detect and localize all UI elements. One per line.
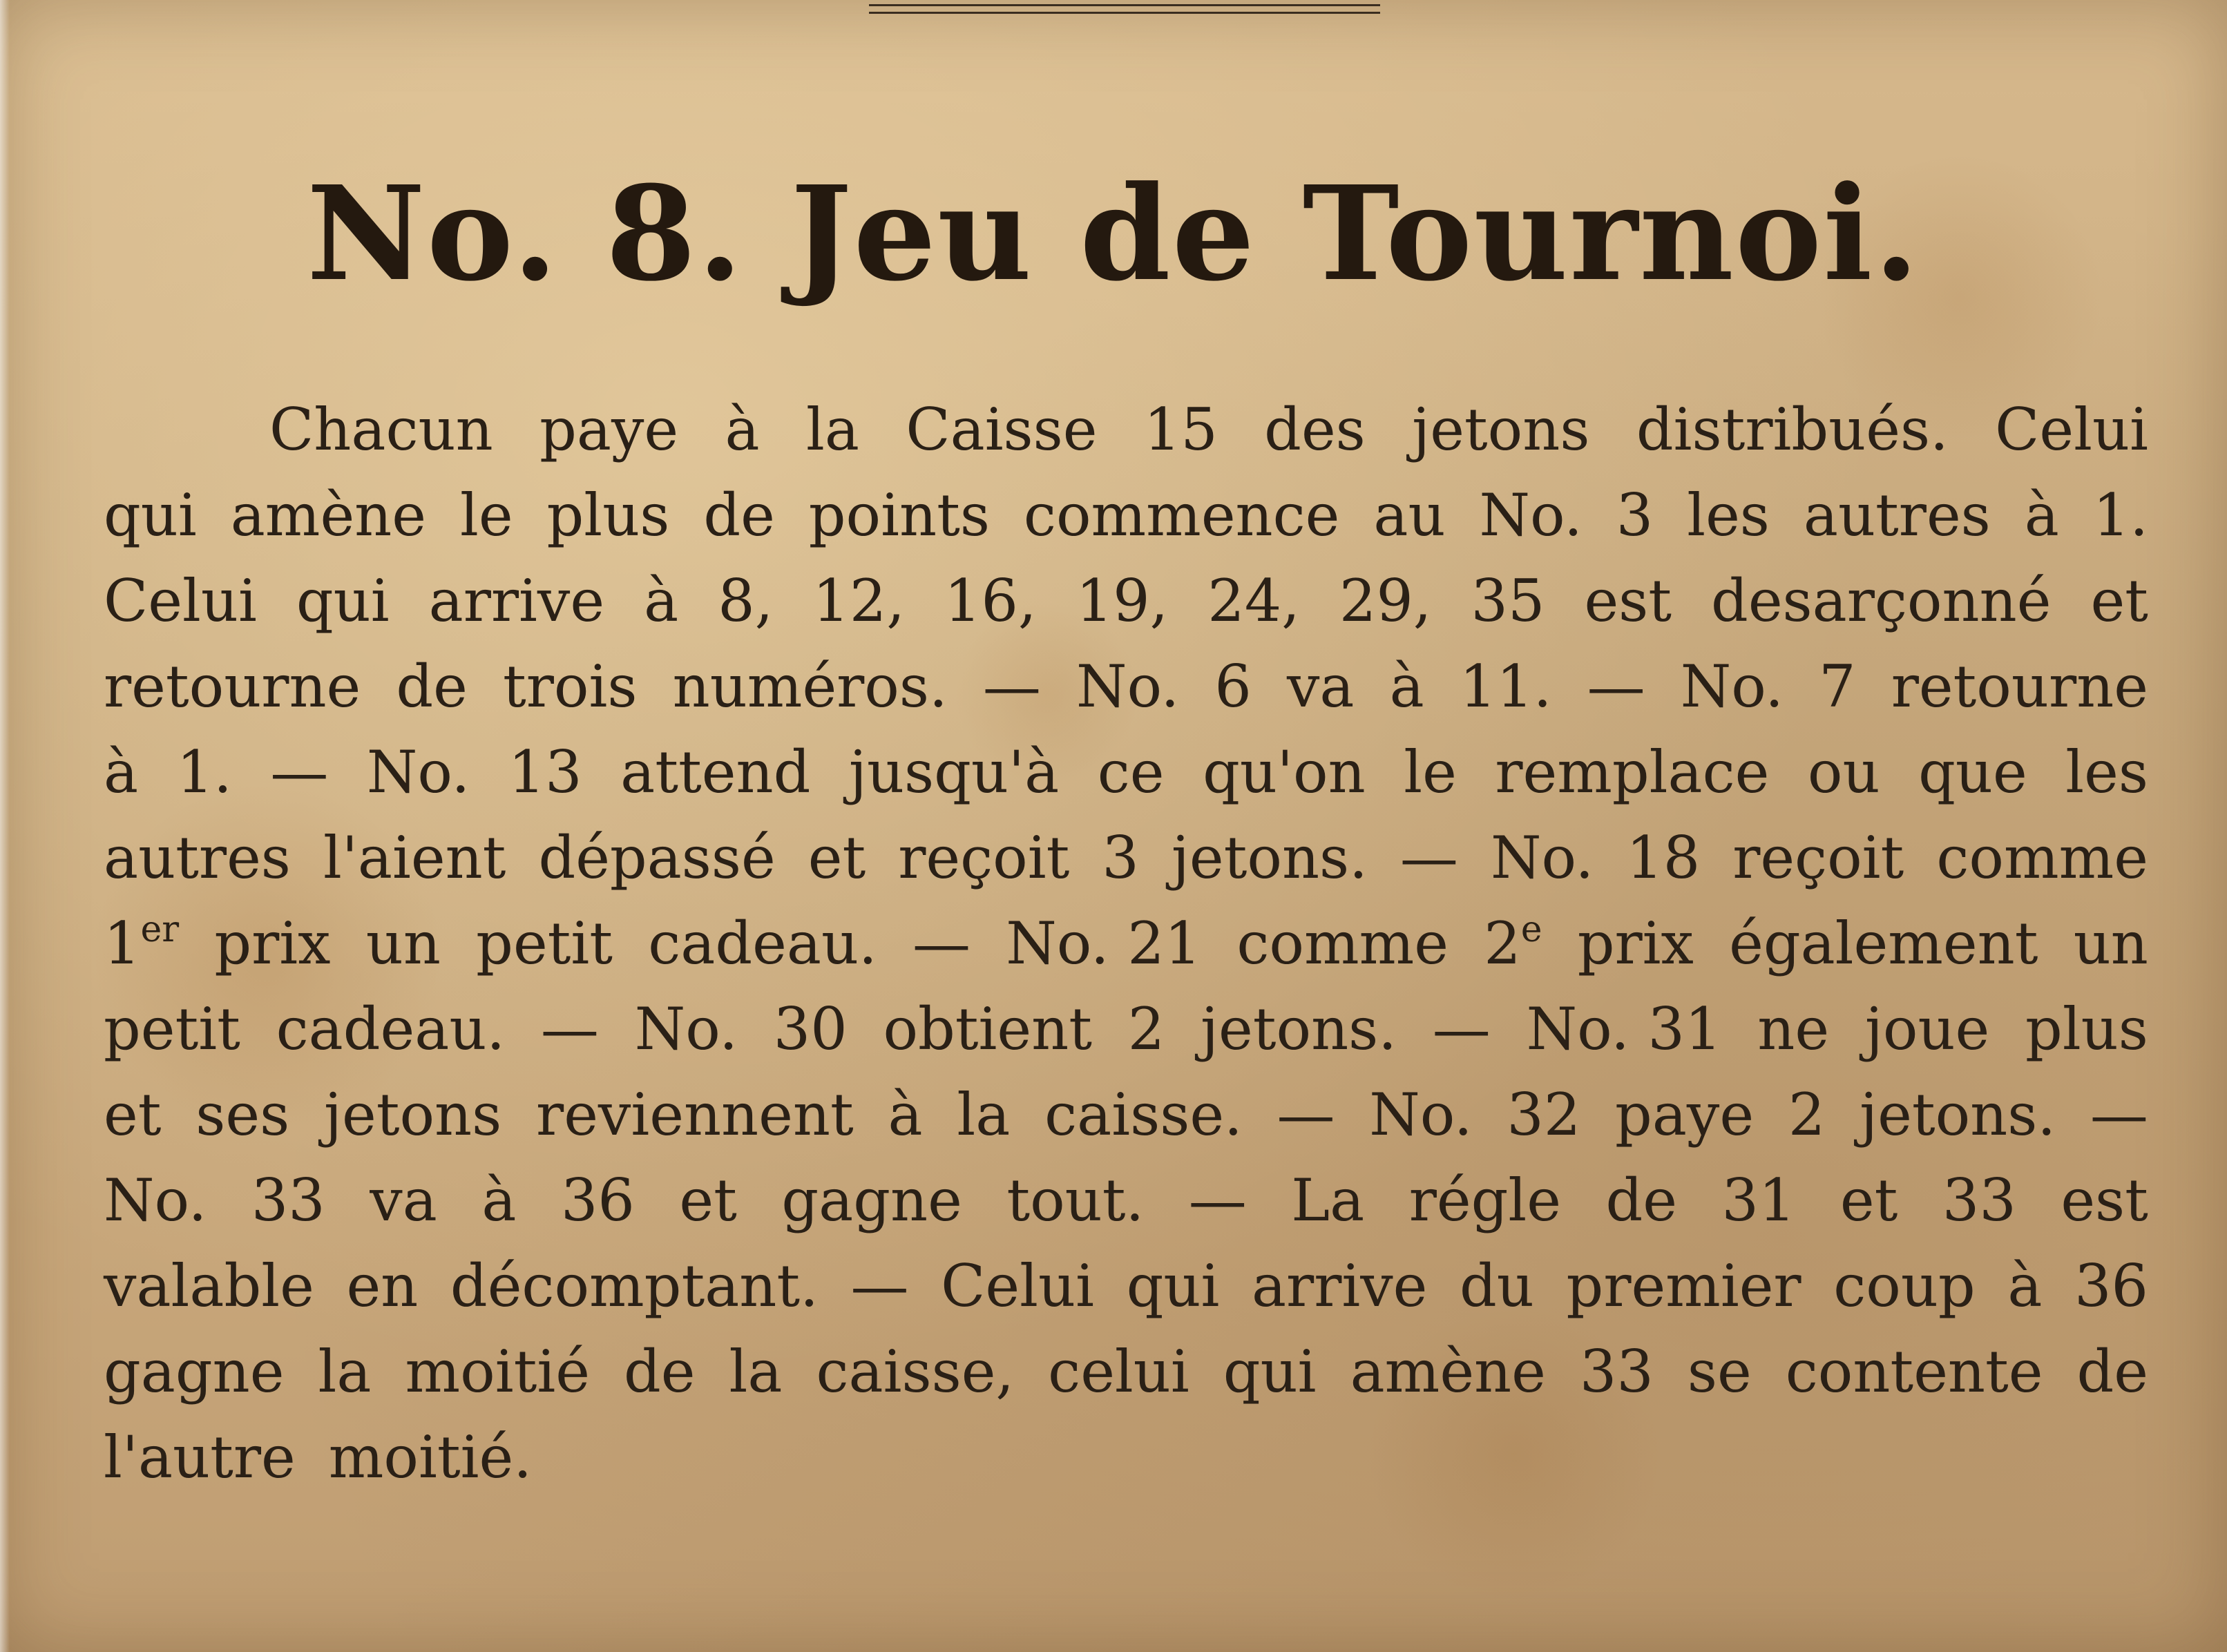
text-line bbox=[104, 1072, 2148, 1158]
word: qui bbox=[1223, 1338, 1317, 1405]
word: reviennent bbox=[536, 1081, 854, 1149]
word: du bbox=[1460, 1252, 1534, 1320]
word: La bbox=[1291, 1166, 1365, 1234]
word: desarçonné bbox=[1711, 567, 2052, 635]
word: régle bbox=[1408, 1166, 1561, 1234]
word: 24, bbox=[1207, 567, 1300, 635]
word: valable bbox=[104, 1252, 314, 1320]
word: la bbox=[318, 1338, 372, 1405]
word: de bbox=[623, 1338, 696, 1405]
word: — bbox=[1277, 1081, 1335, 1149]
word: 33 bbox=[1579, 1338, 1654, 1405]
word: décomptant. bbox=[450, 1252, 819, 1320]
word: cadeau. bbox=[276, 995, 506, 1063]
word: 29, bbox=[1339, 567, 1432, 635]
word: Chacun bbox=[269, 396, 493, 463]
word: est bbox=[2061, 1166, 2148, 1234]
word: jetons. bbox=[1171, 824, 1368, 892]
word: No. 31 bbox=[1526, 995, 1722, 1063]
word: caisse. bbox=[1044, 1081, 1243, 1149]
word: No. bbox=[1680, 653, 1784, 720]
word: commence bbox=[1023, 481, 1340, 549]
word: 33 bbox=[251, 1166, 325, 1234]
word: autres bbox=[1803, 481, 1991, 549]
word: 13 bbox=[508, 738, 582, 806]
word: 33 bbox=[1942, 1166, 2016, 1234]
word: qui bbox=[1126, 1252, 1220, 1320]
word: de bbox=[396, 653, 468, 720]
word: — bbox=[1188, 1166, 1247, 1234]
word: 31 bbox=[1721, 1166, 1796, 1234]
word: à bbox=[1389, 653, 1424, 720]
word: 32 bbox=[1507, 1081, 1581, 1149]
card-title: No. 8. Jeu de Tournoi. bbox=[306, 157, 1921, 310]
word: prix bbox=[214, 910, 331, 977]
word: No. bbox=[634, 995, 738, 1063]
word: 15 bbox=[1143, 396, 1218, 463]
word: va bbox=[1286, 653, 1355, 720]
word: gagne bbox=[104, 1338, 285, 1405]
word: celui bbox=[1048, 1338, 1189, 1405]
word: en bbox=[346, 1252, 419, 1320]
word: comme bbox=[1936, 824, 2148, 892]
text-line bbox=[104, 644, 2148, 729]
word: et bbox=[1839, 1166, 1898, 1234]
word: obtient bbox=[883, 995, 1092, 1063]
word: l'autre bbox=[104, 1423, 296, 1491]
word: le bbox=[459, 481, 513, 549]
word: la bbox=[729, 1338, 783, 1405]
word: trois bbox=[503, 653, 638, 720]
word: petit bbox=[104, 995, 240, 1063]
word: au bbox=[1373, 481, 1446, 549]
word: 3 bbox=[1616, 481, 1654, 549]
word: se bbox=[1687, 1338, 1752, 1405]
word: tout. bbox=[1006, 1166, 1145, 1234]
word: qui bbox=[296, 567, 390, 635]
word: et bbox=[104, 1081, 162, 1149]
word: reçoit bbox=[1732, 824, 1904, 892]
word: remplace bbox=[1495, 738, 1770, 806]
word: à bbox=[2024, 481, 2059, 549]
word: jetons bbox=[323, 1081, 502, 1149]
word: 18 bbox=[1626, 824, 1701, 892]
word: jusqu'à bbox=[848, 738, 1060, 806]
word: des bbox=[1264, 396, 1366, 463]
word: amène bbox=[1350, 1338, 1546, 1405]
word: plus bbox=[546, 481, 670, 549]
word: arrive bbox=[428, 567, 605, 635]
rules-paragraph bbox=[104, 387, 2148, 1500]
word: No. bbox=[1490, 824, 1594, 892]
word: à bbox=[481, 1166, 517, 1234]
word: 6 bbox=[1214, 653, 1252, 720]
word: No. 21 bbox=[1006, 910, 1202, 977]
word: jetons. bbox=[1860, 1081, 2056, 1149]
word: plus bbox=[2025, 995, 2148, 1063]
text-line bbox=[104, 558, 2148, 644]
ordinal-suffix: e bbox=[1520, 909, 1542, 950]
word: va bbox=[370, 1166, 437, 1234]
word: distribués. bbox=[1636, 396, 1949, 463]
word: à bbox=[104, 738, 139, 806]
word: retourne bbox=[1891, 653, 2148, 720]
word: 7 bbox=[1819, 653, 1856, 720]
word: 36 bbox=[560, 1166, 635, 1234]
word: retourne bbox=[104, 653, 361, 720]
word: Celui bbox=[104, 567, 257, 635]
word: — bbox=[1432, 995, 1491, 1063]
word: contente bbox=[1785, 1338, 2043, 1405]
text-line bbox=[104, 472, 2148, 558]
word: — bbox=[850, 1252, 909, 1320]
word: 35 bbox=[1471, 567, 1545, 635]
word: jetons bbox=[1412, 396, 1590, 463]
word: de bbox=[1605, 1166, 1677, 1234]
word: ce bbox=[1097, 738, 1165, 806]
word: reçoit bbox=[898, 824, 1070, 892]
text-line bbox=[104, 1158, 2148, 1243]
word: également bbox=[1729, 910, 2038, 977]
word: un bbox=[365, 910, 441, 977]
text-line bbox=[104, 815, 2148, 901]
word: Caisse bbox=[906, 396, 1098, 463]
word: les bbox=[1687, 481, 1770, 549]
word: No. bbox=[104, 1166, 207, 1234]
word: de bbox=[2076, 1338, 2148, 1405]
word: ne bbox=[1757, 995, 1830, 1063]
word: moitié. bbox=[328, 1423, 532, 1491]
word: numéros. bbox=[672, 653, 948, 720]
word: et bbox=[807, 824, 866, 892]
word: — bbox=[982, 653, 1041, 720]
word: moitié bbox=[405, 1338, 590, 1405]
word: caisse, bbox=[816, 1338, 1015, 1405]
word: — bbox=[2090, 1081, 2148, 1149]
word: et bbox=[2090, 567, 2148, 635]
word: 16, bbox=[944, 567, 1037, 635]
word: le bbox=[1404, 738, 1457, 806]
word: la bbox=[806, 396, 859, 463]
word: points bbox=[808, 481, 990, 549]
word: — bbox=[912, 910, 971, 977]
word: et bbox=[679, 1166, 737, 1234]
word: arrive bbox=[1251, 1252, 1428, 1320]
word: — bbox=[1399, 824, 1458, 892]
word: autres bbox=[104, 824, 291, 892]
word: de bbox=[703, 481, 775, 549]
word: 2 bbox=[1127, 995, 1165, 1063]
text-line bbox=[104, 986, 2148, 1072]
word: No. bbox=[1479, 481, 1583, 549]
word: qui bbox=[104, 481, 197, 549]
word: Celui bbox=[941, 1252, 1094, 1320]
word: 11. bbox=[1459, 653, 1552, 720]
text-line bbox=[104, 1414, 2148, 1500]
word: paye bbox=[1615, 1081, 1755, 1149]
word: comme bbox=[1236, 910, 1449, 977]
word: — bbox=[1587, 653, 1645, 720]
word: ses bbox=[195, 1081, 290, 1149]
word: cadeau. bbox=[648, 910, 877, 977]
word: dépassé bbox=[538, 824, 776, 892]
word: — bbox=[540, 995, 599, 1063]
word: jetons. bbox=[1201, 995, 1397, 1063]
word: prix bbox=[1577, 910, 1694, 977]
word: paye bbox=[539, 396, 679, 463]
word: à bbox=[644, 567, 679, 635]
word: 3 bbox=[1102, 824, 1139, 892]
word: que bbox=[1918, 738, 2027, 806]
word: un bbox=[2073, 910, 2148, 977]
text-line bbox=[104, 1329, 2148, 1414]
word: amène bbox=[230, 481, 426, 549]
word: qu'on bbox=[1203, 738, 1366, 806]
word: 1. bbox=[176, 738, 232, 806]
word: joue bbox=[1864, 995, 1990, 1063]
word: 2 bbox=[1788, 1081, 1826, 1149]
word: 1. bbox=[2092, 481, 2148, 549]
word: les bbox=[2065, 738, 2148, 806]
word: 36 bbox=[2074, 1252, 2148, 1320]
word: ou bbox=[1807, 738, 1880, 806]
word: est bbox=[1584, 567, 1672, 635]
word: gagne bbox=[781, 1166, 962, 1234]
word: à bbox=[888, 1081, 923, 1149]
word: à bbox=[2007, 1252, 2043, 1320]
word: la bbox=[957, 1081, 1011, 1149]
word: No. bbox=[366, 738, 470, 806]
text-line bbox=[104, 1243, 2148, 1329]
ordinal-suffix: er bbox=[140, 909, 180, 950]
word: 2e bbox=[1484, 909, 1542, 977]
word: 1er bbox=[104, 909, 180, 977]
word: premier bbox=[1566, 1252, 1801, 1320]
text-line bbox=[104, 387, 2148, 472]
word: No. bbox=[1076, 653, 1180, 720]
double-rule-divider bbox=[869, 4, 1380, 14]
text-line bbox=[104, 901, 2148, 986]
text-line bbox=[104, 729, 2148, 815]
word: l'aient bbox=[323, 824, 506, 892]
word: Celui bbox=[1995, 396, 2148, 463]
word: No. bbox=[1369, 1081, 1473, 1149]
word: 30 bbox=[773, 995, 848, 1063]
word: — bbox=[270, 738, 329, 806]
word: attend bbox=[620, 738, 811, 806]
word: 12, bbox=[812, 567, 905, 635]
word: à bbox=[725, 396, 760, 463]
word: coup bbox=[1833, 1252, 1976, 1320]
word: 19, bbox=[1076, 567, 1169, 635]
word: petit bbox=[476, 910, 613, 977]
word: 8, bbox=[718, 567, 774, 635]
